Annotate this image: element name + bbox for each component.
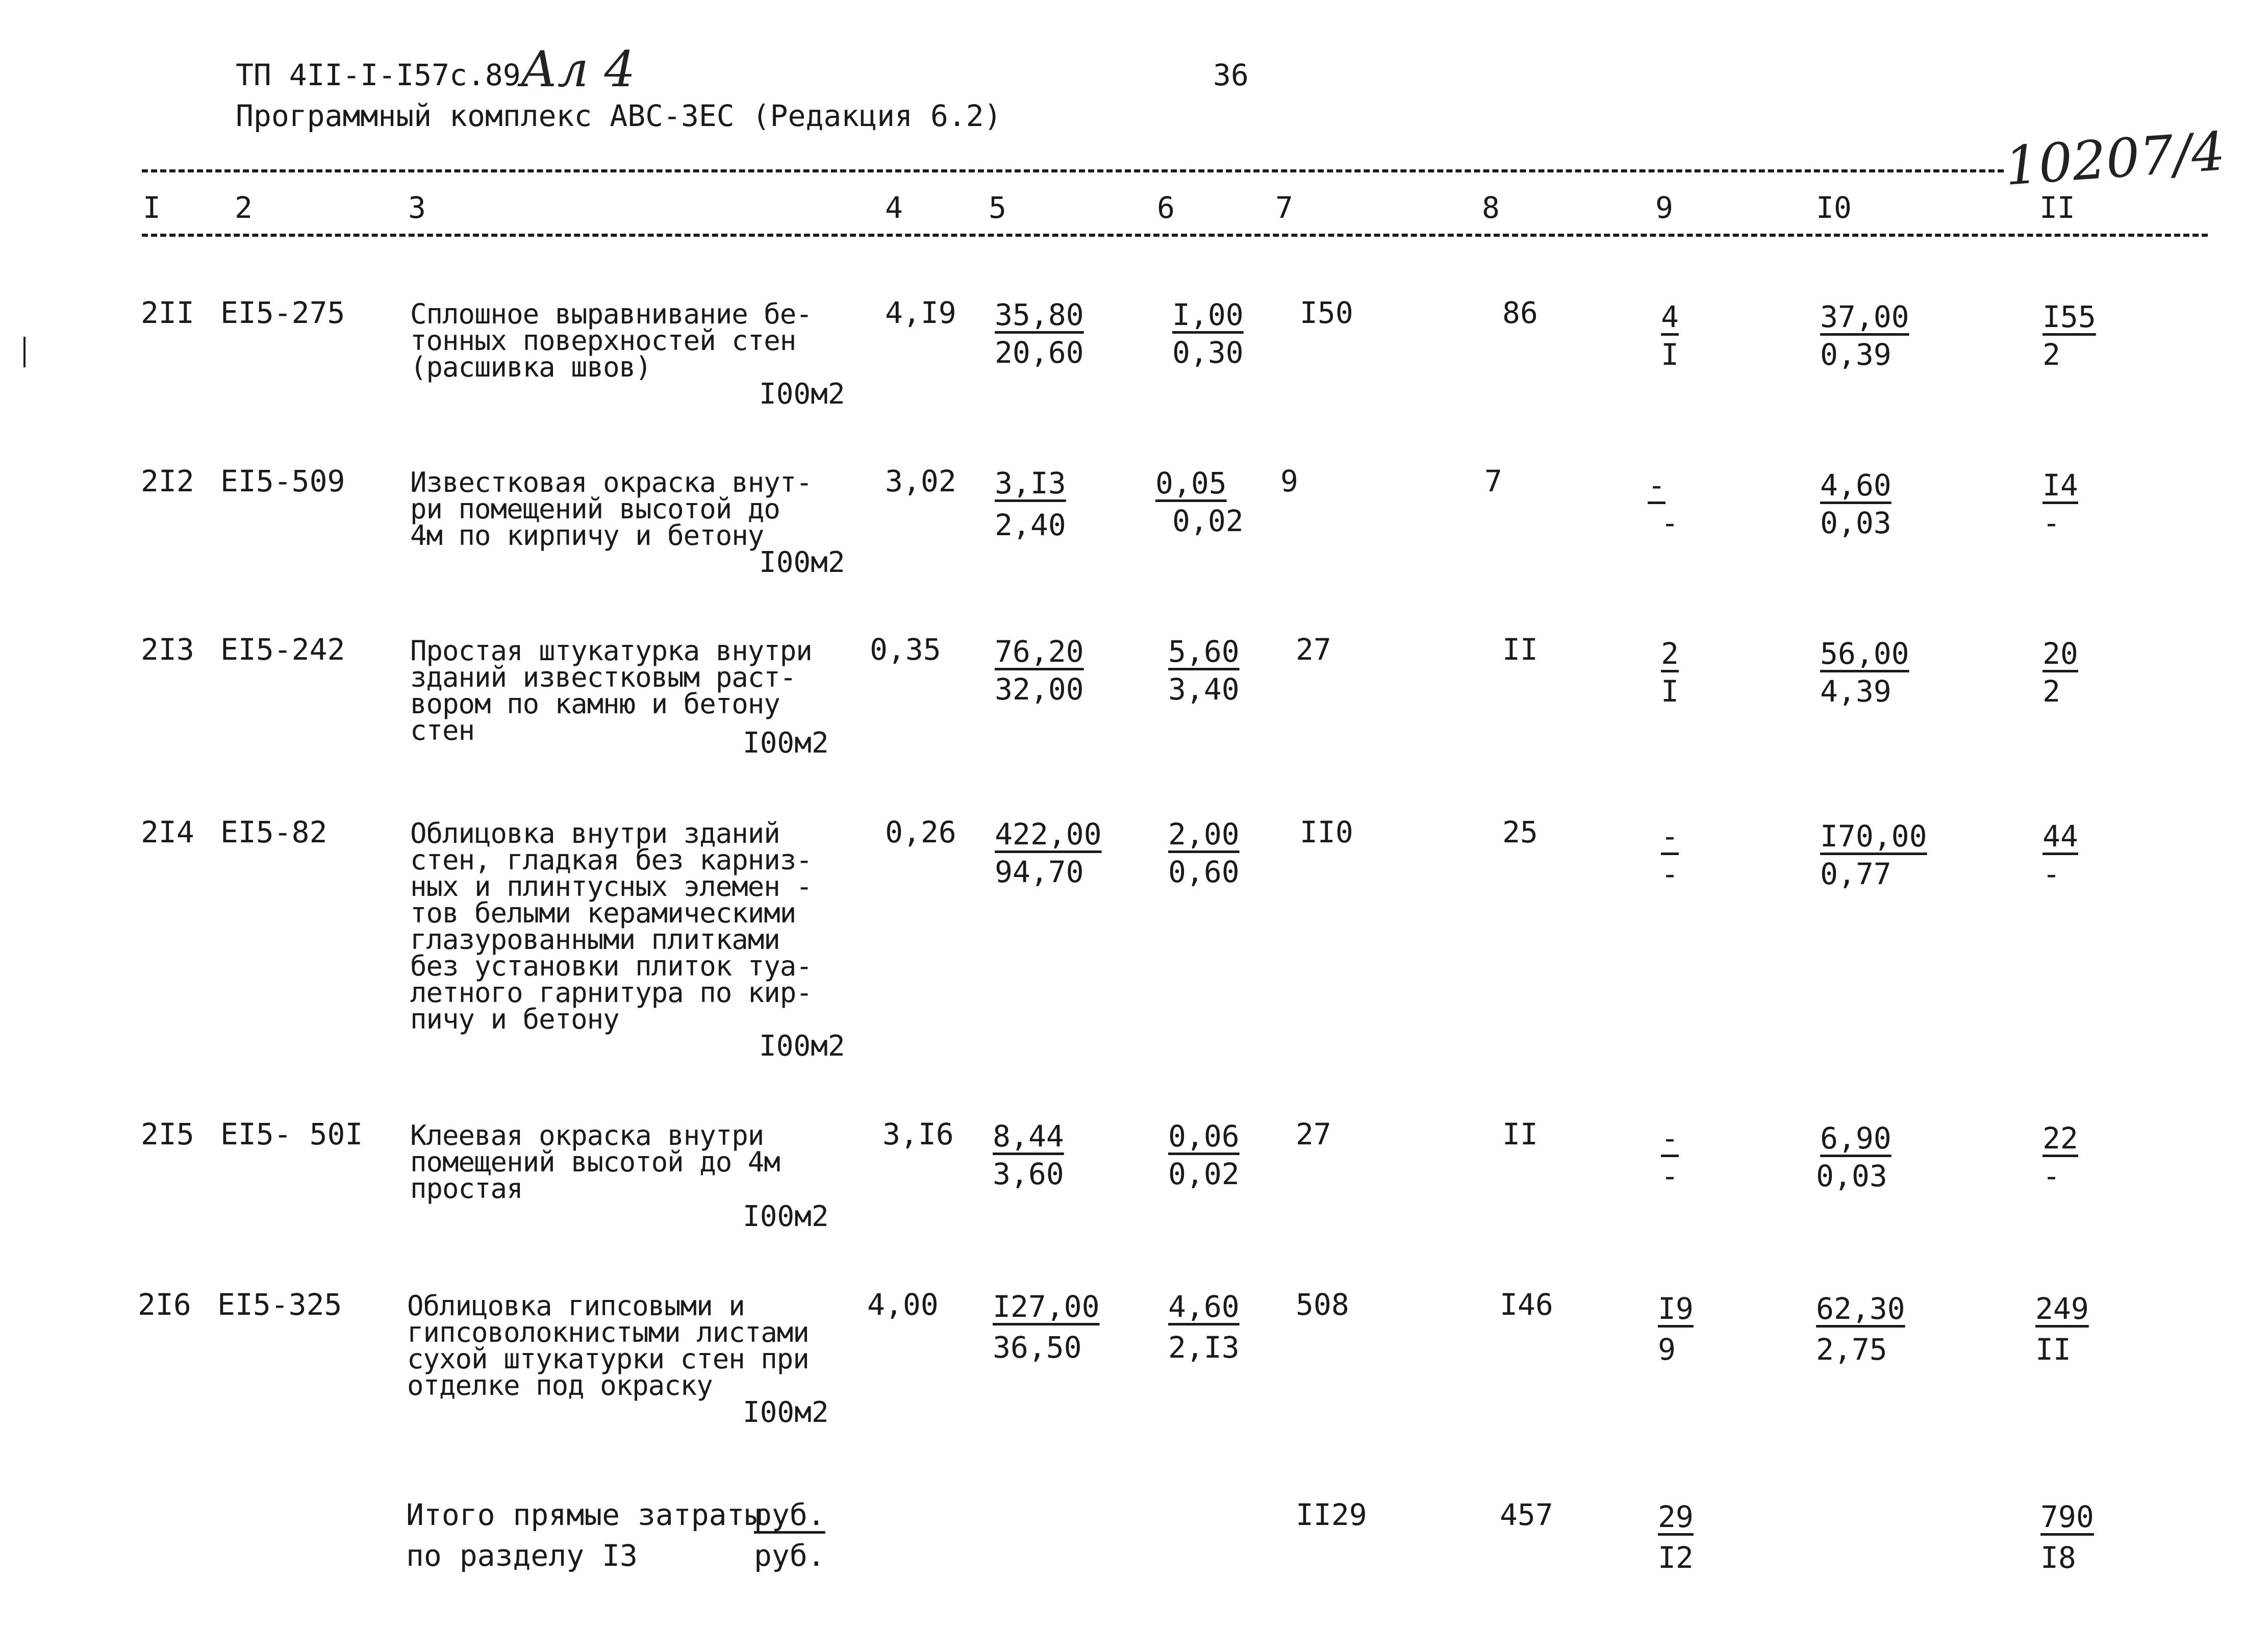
col7-value: 27 xyxy=(1296,1117,1331,1152)
col6-bottom: 2,I3 xyxy=(1168,1330,1240,1365)
col5-top: 3,I3 xyxy=(995,466,1066,500)
measurement-unit: I00м2 xyxy=(743,727,829,760)
column-number: 9 xyxy=(1655,190,1673,225)
col9-top: 2 xyxy=(1661,636,1679,671)
col7-value: I50 xyxy=(1300,295,1353,330)
col11-top: I55 xyxy=(2043,299,2096,334)
col5-top: 8,44 xyxy=(993,1119,1064,1154)
row-number: 2II xyxy=(141,295,194,330)
total-unit-bottom: руб. xyxy=(754,1538,825,1573)
quantity: 4,00 xyxy=(867,1287,939,1322)
column-number: 6 xyxy=(1157,190,1175,225)
col8-value: 7 xyxy=(1484,464,1502,498)
column-number: I xyxy=(143,190,161,225)
col11-bottom: II xyxy=(2035,1332,2071,1367)
col6-bottom: 0,02 xyxy=(1172,504,1244,538)
rate-code: EI5-275 xyxy=(220,295,345,330)
measurement-unit: I00м2 xyxy=(743,1200,829,1233)
col11-top: I4 xyxy=(2043,468,2078,503)
col8-value: II xyxy=(1502,1117,1538,1152)
col9-bottom: - xyxy=(1661,506,1679,540)
handwritten-album-note: Ал 4 xyxy=(520,41,636,98)
col5-top: 35,80 xyxy=(995,297,1084,332)
quantity: 3,I6 xyxy=(883,1117,954,1152)
col10-bottom: 0,03 xyxy=(1820,506,1892,540)
col6-top: I,00 xyxy=(1172,297,1244,332)
work-description: Облицовка гипсовыми и гипсоволокнистыми листами сухой штукатурки стен при отделке под окраску xyxy=(407,1290,809,1401)
col6-top: 4,60 xyxy=(1168,1289,1240,1324)
total-col11-top: 790 xyxy=(2040,1499,2094,1534)
col6-bottom: 3,40 xyxy=(1168,672,1240,707)
column-number: 2 xyxy=(235,190,253,225)
measurement-unit: I00м2 xyxy=(743,1396,829,1429)
col5-top: 76,20 xyxy=(995,634,1084,669)
row-number: 2I2 xyxy=(141,464,194,498)
col8-value: II xyxy=(1502,632,1538,667)
col10-bottom: 0,77 xyxy=(1820,857,1892,891)
col9-top: - xyxy=(1661,819,1679,854)
col6-bottom: 0,02 xyxy=(1168,1157,1240,1191)
quantity: 3,02 xyxy=(885,464,956,498)
total-col9-bottom: I2 xyxy=(1658,1540,1694,1575)
margin-mark xyxy=(23,337,26,367)
total-col9-top: 29 xyxy=(1658,1499,1694,1534)
col11-bottom: 2 xyxy=(2043,674,2060,709)
quantity: 0,35 xyxy=(870,632,941,667)
table-top-rule xyxy=(142,169,2004,172)
col5-bottom: 20,60 xyxy=(995,335,1084,370)
col10-top: 62,30 xyxy=(1816,1291,1905,1326)
rate-code: EI5-325 xyxy=(217,1287,342,1322)
col10-bottom: 2,75 xyxy=(1816,1332,1887,1367)
rate-code: EI5-82 xyxy=(220,815,327,849)
total-unit-top: руб. xyxy=(754,1497,825,1532)
col9-top: - xyxy=(1661,1121,1679,1156)
column-number: I0 xyxy=(1816,190,1852,225)
row-number: 2I6 xyxy=(138,1287,191,1322)
col6-bottom: 0,30 xyxy=(1172,335,1244,370)
col9-bottom: 9 xyxy=(1658,1332,1676,1367)
row-number: 2I4 xyxy=(141,815,194,849)
col11-bottom: - xyxy=(2043,1159,2060,1193)
quantity: 4,I9 xyxy=(885,295,956,330)
col6-bottom: 0,60 xyxy=(1168,855,1240,889)
document-subtitle: Программный комплекс АВС-3ЕС (Редакция 6.2) xyxy=(236,98,1002,133)
col10-bottom: 0,39 xyxy=(1820,337,1892,372)
col6-top: 2,00 xyxy=(1168,817,1240,852)
work-description: Известковая окраска внут- ри помещений высотой до 4м по кирпичу и бетону xyxy=(410,466,812,552)
col9-top: I9 xyxy=(1658,1291,1694,1326)
total-label-line1: Итого прямые затраты xyxy=(406,1497,763,1532)
rate-code: EI5-242 xyxy=(220,632,345,667)
column-number: 5 xyxy=(989,190,1006,225)
row-number: 2I3 xyxy=(141,632,194,667)
col10-bottom: 4,39 xyxy=(1820,674,1892,709)
col10-top: I70,00 xyxy=(1820,819,1927,854)
col5-top: I27,00 xyxy=(993,1289,1100,1324)
col10-top: 37,00 xyxy=(1820,299,1909,334)
col8-value: I46 xyxy=(1500,1287,1553,1322)
col11-bottom: - xyxy=(2043,857,2060,891)
work-description: Сплошное выравнивание бе- тонных поверхностей стен (расшивка швов) xyxy=(410,298,812,383)
col11-top: 249 xyxy=(2035,1291,2089,1326)
col5-top: 422,00 xyxy=(995,817,1102,852)
col5-bottom: 3,60 xyxy=(993,1157,1064,1191)
col11-top: 20 xyxy=(2043,636,2078,671)
col10-bottom: 0,03 xyxy=(1816,1159,1887,1193)
col9-top: - xyxy=(1648,468,1666,503)
total-col7: II29 xyxy=(1296,1497,1367,1532)
col6-top: 5,60 xyxy=(1168,634,1240,669)
column-number: II xyxy=(2039,190,2075,225)
doc-code: ТП 4II-I-I57с.89 xyxy=(236,58,521,92)
rate-code: EI5-509 xyxy=(220,464,345,498)
work-description: Облицовка внутри зданий стен, гладкая без карниз- ных и плинтусных элемен - тов белыми керамическими глазурованными плитками без установки плиток туа- летного гарнитура по кир- пичу и бетону xyxy=(410,817,812,1035)
measurement-unit: I00м2 xyxy=(759,546,845,579)
col10-top: 6,90 xyxy=(1820,1121,1892,1156)
col7-value: 9 xyxy=(1280,464,1298,498)
total-label-line2: по разделу I3 xyxy=(406,1538,638,1573)
col7-value: 508 xyxy=(1296,1287,1349,1322)
page-number: 36 xyxy=(1213,58,1249,92)
col9-bottom: - xyxy=(1661,1159,1679,1193)
measurement-unit: I00м2 xyxy=(759,378,845,411)
col5-bottom: 94,70 xyxy=(995,855,1084,889)
col9-bottom: I xyxy=(1661,674,1679,709)
col6-top: 0,05 xyxy=(1155,466,1227,500)
rate-code: EI5- 50I xyxy=(220,1117,363,1152)
total-col11-bottom: I8 xyxy=(2040,1540,2076,1575)
work-description: Простая штукатурка внутри зданий известковым раст- вором по камню и бетону стен xyxy=(410,635,812,746)
col9-top: 4 xyxy=(1661,299,1679,334)
header-bottom-rule xyxy=(142,234,2208,237)
col7-value: II0 xyxy=(1300,815,1353,849)
col9-bottom: - xyxy=(1661,857,1679,891)
column-number: 8 xyxy=(1482,190,1500,225)
col5-bottom: 2,40 xyxy=(995,508,1066,542)
col11-top: 22 xyxy=(2043,1121,2078,1156)
col11-bottom: - xyxy=(2043,506,2060,540)
col7-value: 27 xyxy=(1296,632,1331,667)
col5-bottom: 36,50 xyxy=(993,1330,1082,1365)
col8-value: 86 xyxy=(1502,295,1538,330)
measurement-unit: I00м2 xyxy=(759,1030,845,1063)
handwritten-reference-note: 10207/4 xyxy=(2003,120,2227,197)
column-number: 7 xyxy=(1275,190,1293,225)
quantity: 0,26 xyxy=(885,815,956,849)
total-col8: 457 xyxy=(1500,1497,1553,1532)
col11-bottom: 2 xyxy=(2043,337,2060,372)
column-number: 3 xyxy=(408,190,426,225)
row-number: 2I5 xyxy=(141,1117,194,1152)
col10-top: 4,60 xyxy=(1820,468,1892,503)
col9-bottom: I xyxy=(1661,337,1679,372)
col6-top: 0,06 xyxy=(1168,1119,1240,1154)
column-number: 4 xyxy=(885,190,903,225)
col8-value: 25 xyxy=(1502,815,1538,849)
col5-bottom: 32,00 xyxy=(995,672,1084,707)
work-description: Клеевая окраска внутри помещений высотой до 4м простая xyxy=(410,1119,780,1205)
col10-top: 56,00 xyxy=(1820,636,1909,671)
col11-top: 44 xyxy=(2043,819,2078,854)
